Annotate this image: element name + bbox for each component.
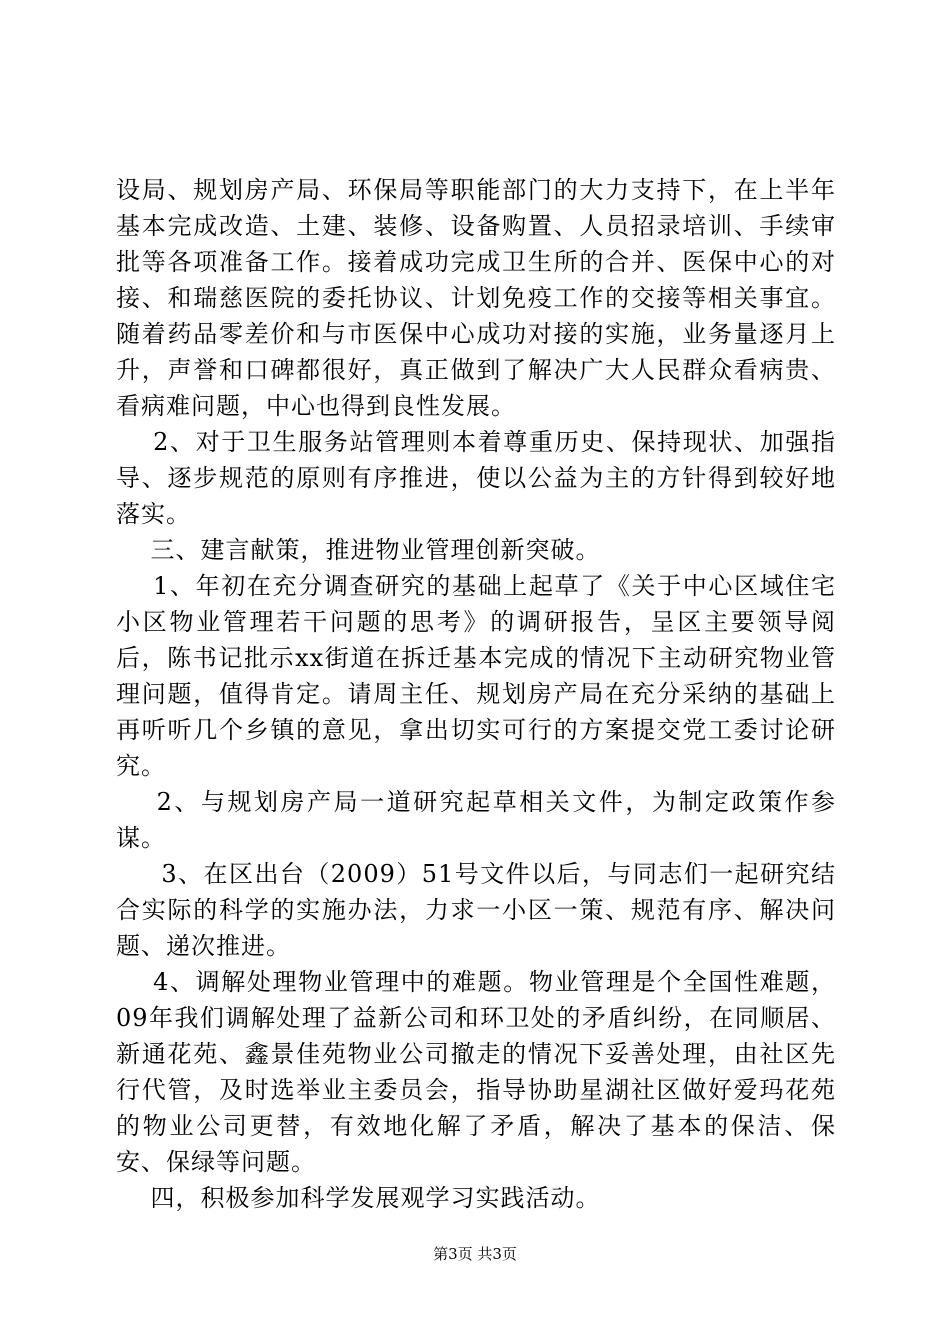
section-heading-3: 三、建言献策，推进物业管理创新突破。 bbox=[116, 536, 601, 564]
paragraph-continuation: 设局、规划房产局、环保局等职能部门的大力支持下，在上半年基本完成改造、土建、装修、设备购置、人员招录培训、手续审批等各项准备工作。接着成功完成卫生所的合并、医保中心的对接、和瑞慈医院的委托协议、计划免疫工作的交接等相关事宜。随着药品零差价和与市医保中心成功对接的实施，业务量逐月上升，声誉和口碑都很好，真正做到了解决广大人民群众看病贵、看病难问题，中心也得到良性发展。 bbox=[116, 176, 836, 420]
paragraph-implementation: 3、在区出台（2009）51号文件以后，与同志们一起研究结合实际的科学的实施办法，力求一小区一策、规范有序、解决问题、递次推进。 bbox=[116, 860, 836, 960]
page-footer: 第3页 共3页 bbox=[433, 1245, 517, 1263]
paragraph-dispute-mediation: 4、调解处理物业管理中的难题。物业管理是个全国性难题，09年我们调解处理了益新公司和环卫处的矛盾纠纷，在同顺居、新通花苑、鑫景佳苑物业公司撤走的情况下妥善处理，由社区先行代管，及时选举业主委员会，指导协助星湖社区做好爱玛花苑的物业公司更替，有效地化解了矛盾，解决了基本的保洁、保安、保绿等问题。 bbox=[116, 968, 836, 1176]
paragraph-research-report: 1、年初在充分调查研究的基础上起草了《关于中心区域住宅小区物业管理若干问题的思考》的调研报告，呈区主要领导阅后，陈书记批示xx街道在拆迁基本完成的情况下主动研究物业管理问题，值得肯定。请周主任、规划房产局在充分采纳的基础上再听听几个乡镇的意见，拿出切实可行的方案提交党工委讨论研究。 bbox=[116, 572, 836, 780]
paragraph-draft-documents: 2、与规划房产局一道研究起草相关文件，为制定政策作参谋。 bbox=[116, 788, 836, 852]
section-heading-4: 四，积极参加科学发展观学习实践活动。 bbox=[116, 1184, 601, 1212]
document-body bbox=[116, 172, 836, 1216]
paragraph-health-station: 2、对于卫生服务站管理则本着尊重历史、保持现状、加强指导、逐步规范的原则有序推进，使以公益为主的方针得到较好地落实。 bbox=[116, 428, 836, 528]
